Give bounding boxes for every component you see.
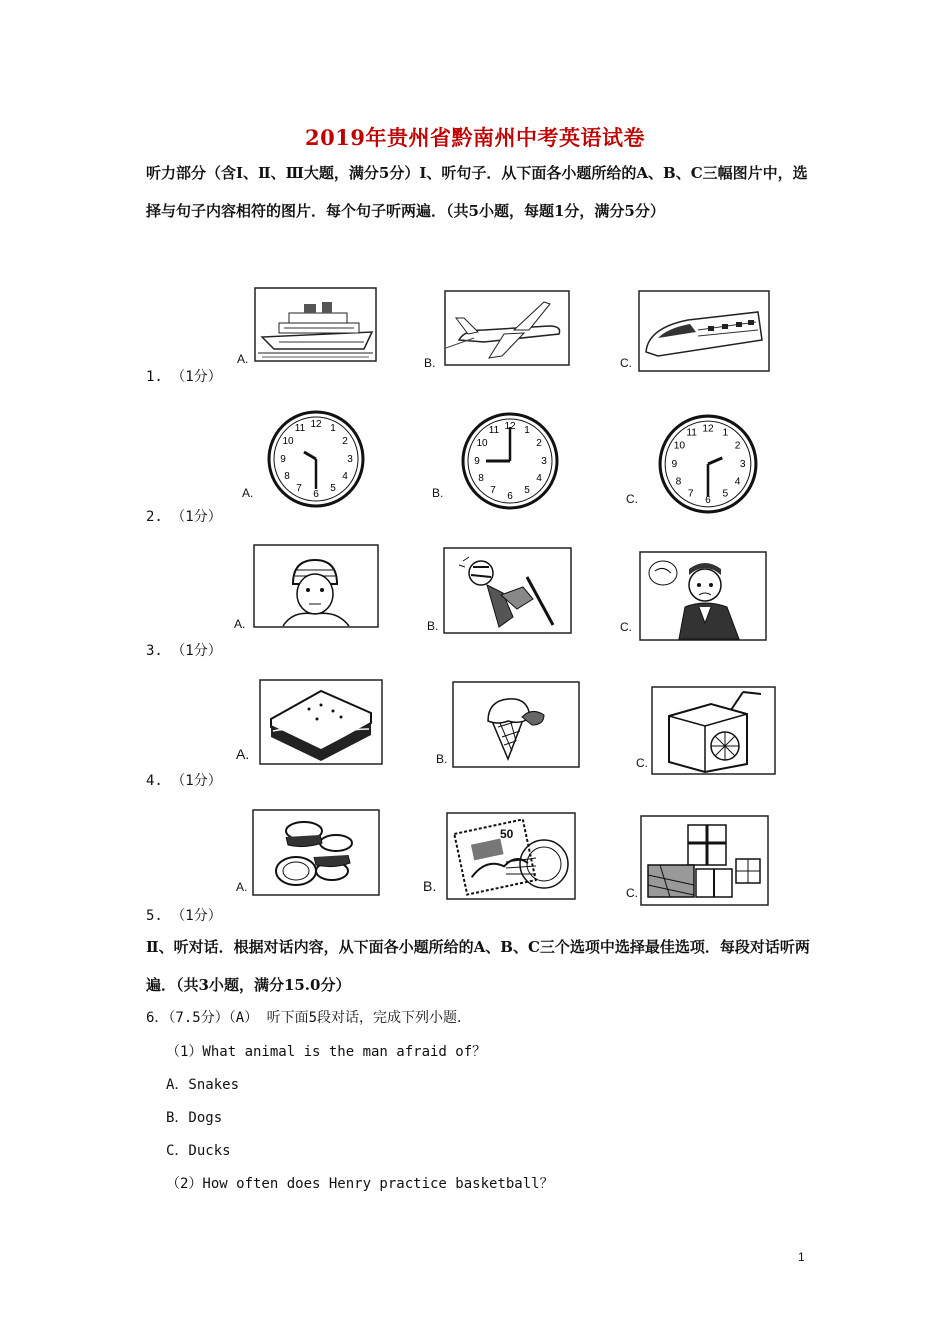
question-3-label: 3. （1分） — [146, 643, 222, 659]
svg-text:2: 2 — [734, 440, 741, 452]
svg-text:8: 8 — [284, 471, 290, 482]
q3-option-c: C. — [620, 620, 632, 634]
svg-text:1: 1 — [524, 425, 530, 436]
q2-option-b: B. — [432, 486, 444, 500]
svg-text:12: 12 — [310, 419, 322, 430]
svg-text:11: 11 — [686, 427, 697, 439]
q6-sub1-option-c: C．Ducks — [166, 1143, 231, 1159]
svg-text:10: 10 — [476, 438, 488, 449]
q5-option-a: A. — [236, 880, 248, 894]
q2-option-c: C. — [626, 492, 638, 506]
q4-option-b: B. — [436, 752, 448, 766]
q2-option-a: A. — [242, 486, 254, 500]
ship-icon — [254, 287, 377, 362]
svg-text:1: 1 — [722, 427, 729, 439]
q6-sub2-question: （2）How often does Henry practice basketball？ — [166, 1176, 554, 1192]
q3-option-b: B. — [427, 619, 439, 633]
svg-text:9: 9 — [474, 456, 480, 467]
svg-text:5: 5 — [722, 488, 729, 500]
clock-icon — [655, 413, 761, 515]
svg-text:8: 8 — [478, 473, 484, 484]
man-helmet-icon — [253, 544, 379, 628]
ice-cream-icon — [452, 681, 580, 768]
clock-icon — [266, 409, 366, 509]
svg-text:12: 12 — [504, 421, 516, 432]
stamp-icon — [446, 812, 576, 900]
svg-text:4: 4 — [734, 476, 741, 488]
q1-option-c: C. — [620, 356, 632, 370]
svg-text:6: 6 — [705, 494, 711, 506]
page-number: 1 — [798, 1250, 805, 1264]
coins-icon — [252, 809, 380, 896]
svg-text:7: 7 — [296, 483, 302, 494]
q6-sub1-option-b: B．Dogs — [166, 1110, 223, 1126]
question-1-label: 1. （1分） — [146, 369, 222, 385]
sick-man-icon — [639, 551, 767, 641]
svg-text:5: 5 — [524, 485, 530, 496]
question-5-label: 5. （1分） — [146, 908, 222, 924]
svg-text:10: 10 — [282, 436, 294, 447]
q3-option-a: A. — [234, 617, 246, 631]
juice-box-icon — [651, 686, 776, 775]
gifts-icon — [640, 815, 769, 906]
svg-text:2: 2 — [342, 436, 348, 447]
section-2-intro: Ⅱ、听对话．根据对话内容，从下面各小题所给的A、B、C三个选项中选择最佳选项．每段对话听两遍．（共3小题，满分15.0分） — [146, 938, 810, 994]
svg-text:7: 7 — [490, 485, 496, 496]
svg-text:1: 1 — [330, 423, 336, 434]
q1-option-b: B. — [424, 356, 436, 370]
sandwich-icon — [259, 679, 383, 765]
svg-text:6: 6 — [313, 489, 319, 500]
injured-person-icon — [443, 547, 572, 634]
question-2-label: 2. （1分） — [146, 509, 222, 525]
svg-text:3: 3 — [541, 456, 547, 467]
svg-text:2: 2 — [536, 438, 542, 449]
airplane-icon — [444, 290, 570, 366]
page-title: 2019年贵州省黔南州中考英语试卷 — [305, 125, 645, 150]
q1-option-a: A. — [237, 352, 249, 366]
svg-text:50: 50 — [500, 827, 514, 841]
svg-text:12: 12 — [702, 423, 714, 435]
q5-option-c: C. — [626, 886, 638, 900]
train-icon — [638, 290, 770, 372]
svg-text:8: 8 — [675, 476, 682, 488]
svg-text:3: 3 — [347, 454, 353, 465]
listening-intro: 听力部分（含Ⅰ、Ⅱ、Ⅲ大题，满分5分）Ⅰ、听句子．从下面各小题所给的A、B、C三幅图片中，选择与句子内容相符的图片．每个句子听两遍．（共5小题，每题1分，满分5分） — [146, 164, 808, 220]
q5-option-b: B. — [423, 878, 437, 894]
q4-option-c: C. — [636, 756, 648, 770]
svg-text:4: 4 — [342, 471, 348, 482]
svg-text:5: 5 — [330, 483, 336, 494]
svg-text:10: 10 — [673, 440, 686, 452]
svg-text:11: 11 — [294, 423, 306, 434]
svg-text:9: 9 — [671, 459, 678, 471]
q6-sub1-question: （1）What animal is the man afraid of？ — [166, 1044, 487, 1060]
svg-text:6: 6 — [507, 491, 513, 502]
question-6-label: 6．（7.5分）（A） 听下面5段对话，完成下列小题． — [146, 1010, 471, 1026]
svg-text:3: 3 — [739, 459, 746, 471]
q4-option-a: A. — [236, 746, 250, 762]
svg-text:9: 9 — [280, 454, 286, 465]
clock-icon — [460, 411, 560, 511]
svg-text:11: 11 — [488, 425, 500, 436]
q6-sub1-option-a: A．Snakes — [166, 1077, 240, 1093]
svg-text:4: 4 — [536, 473, 542, 484]
svg-text:7: 7 — [687, 488, 694, 500]
question-4-label: 4. （1分） — [146, 773, 222, 789]
